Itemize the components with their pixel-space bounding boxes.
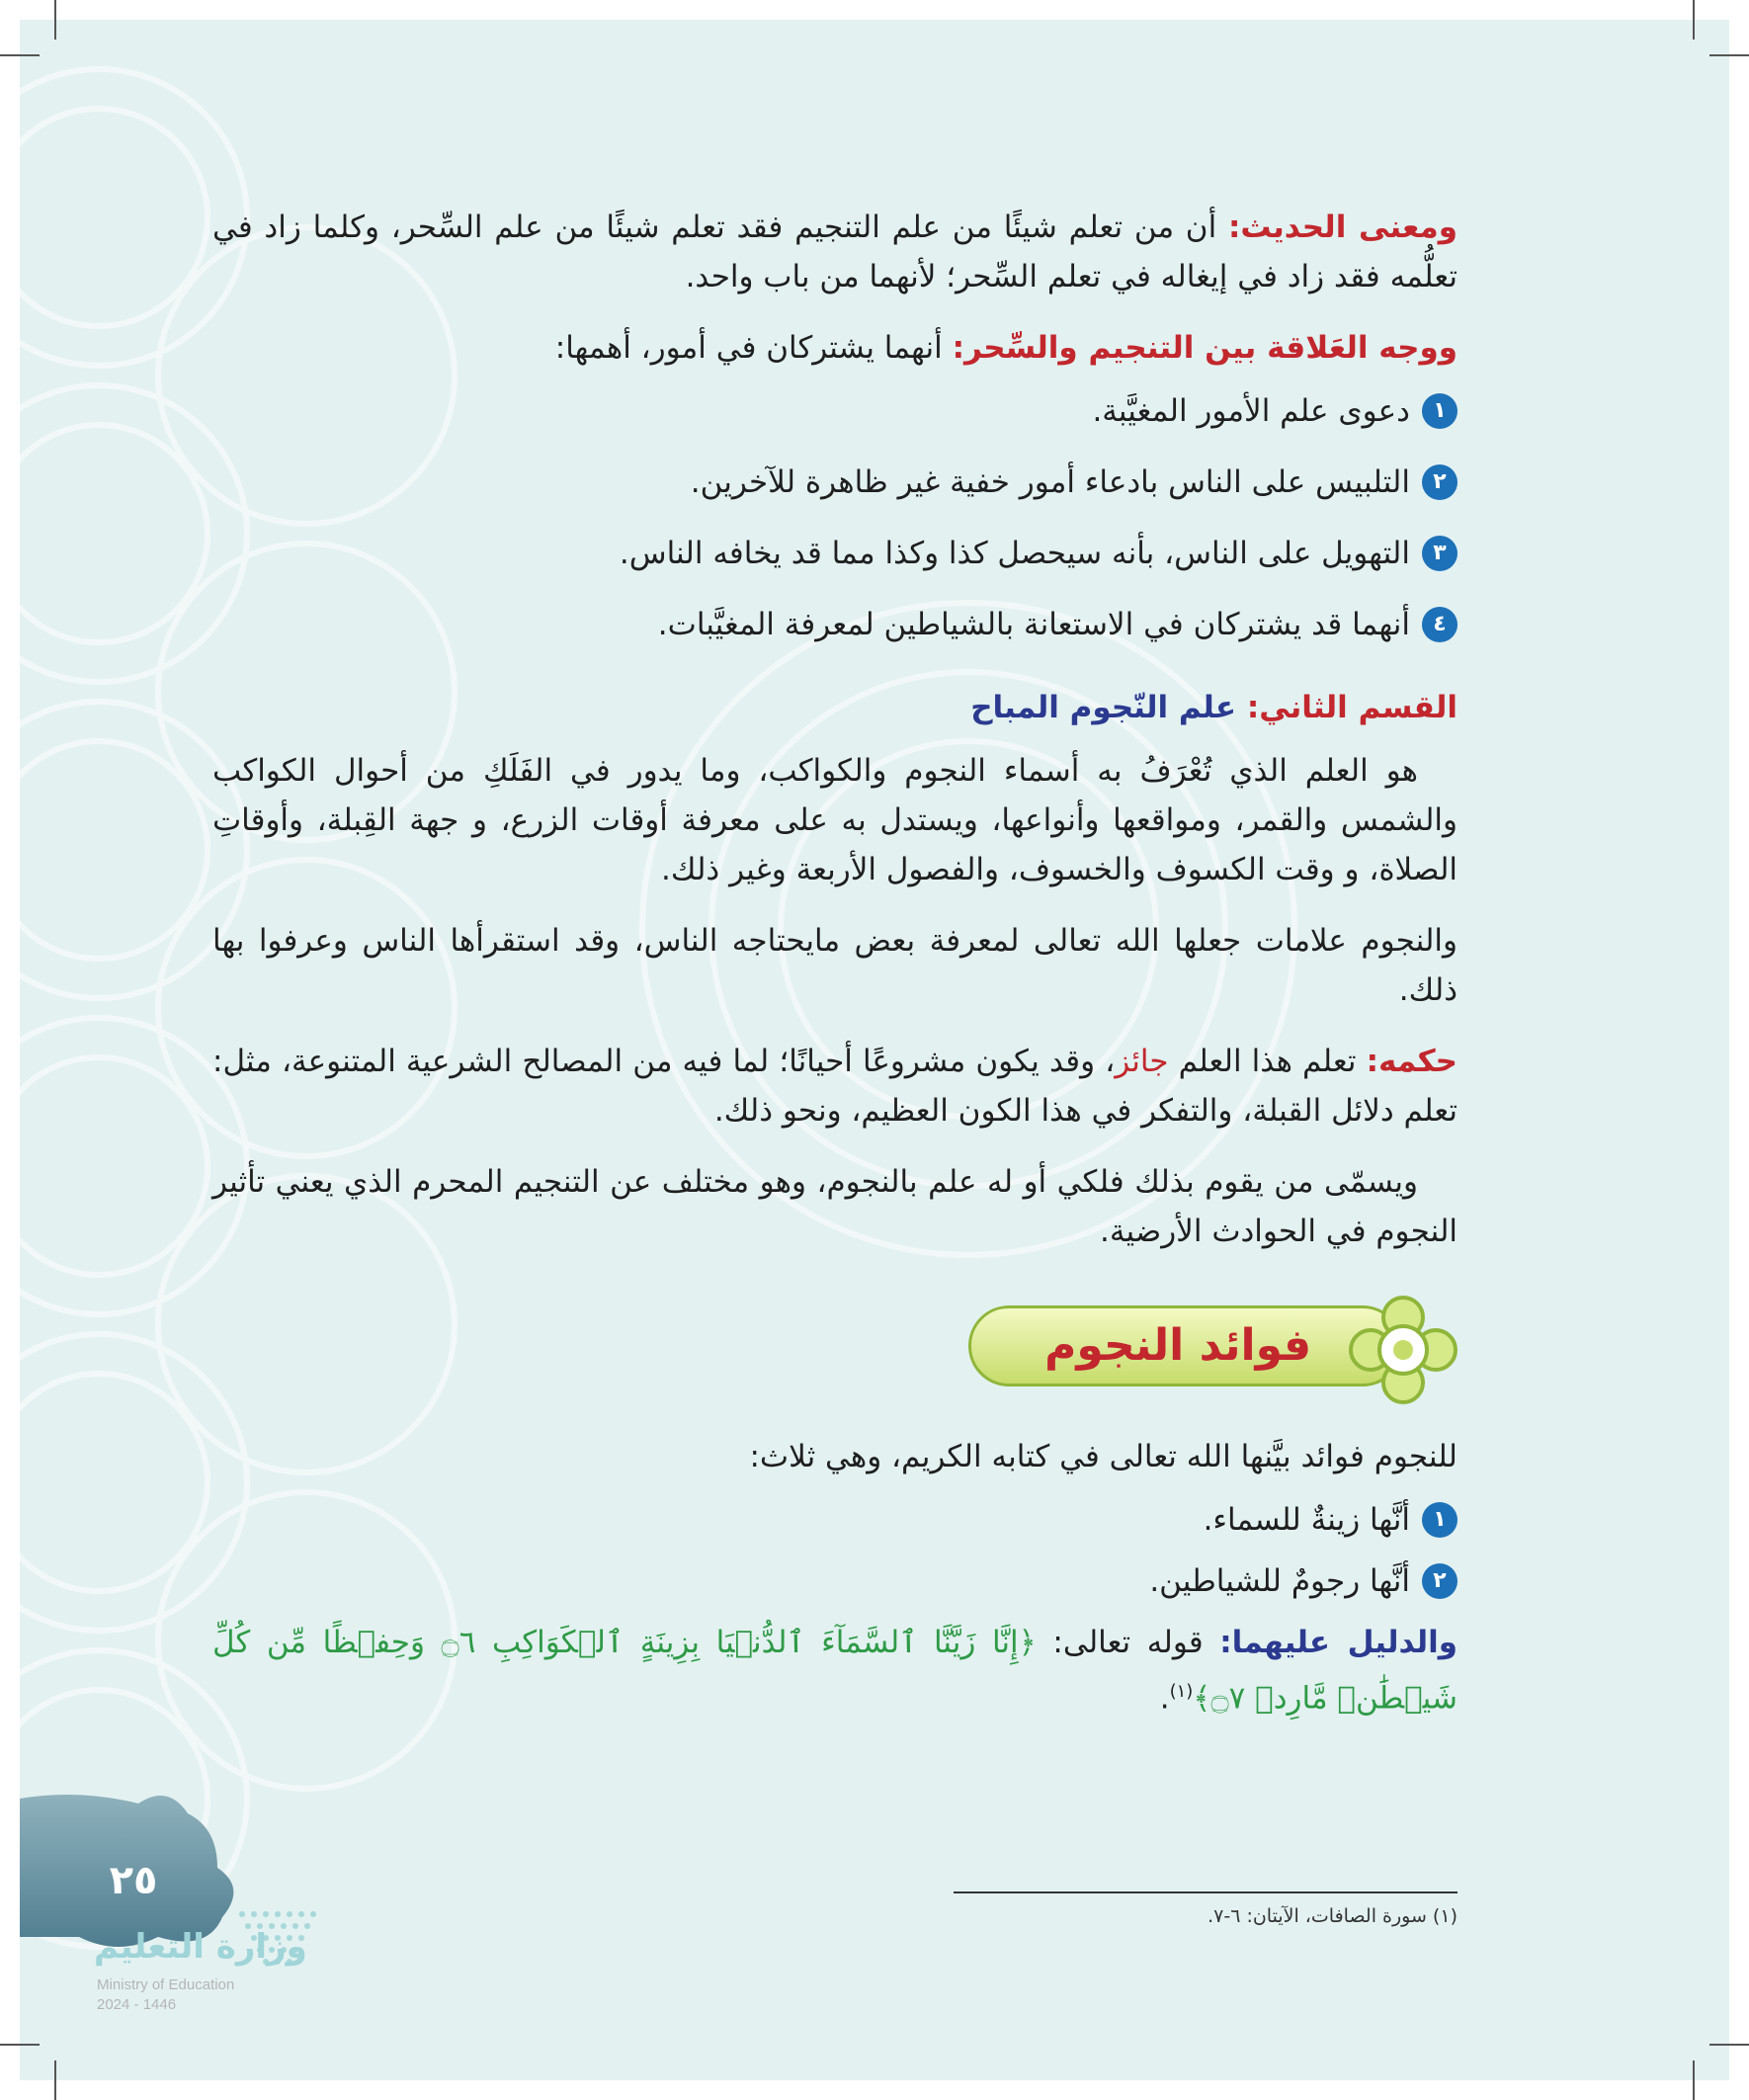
definition-paragraph: هو العلم الذي تُعْرَفُ به أسماء النجوم والكواكب، وما يدور في الفَلَكِ من أحوال الكواكب والشمس والقمر، ومواقعها وأنواعها، ويستدل به على معرفة أوقات الزرع، و جهة القِبلة، وأوقاتِ الصلاة، و وقت الكسوف والخسوف، والفصول الأربعة وغير ذلك.	[212, 753, 1458, 887]
footnote-ref: (١)	[1169, 1681, 1194, 1702]
section-heading	[212, 683, 1458, 732]
evidence-label: والدليل عليهما:	[1219, 1625, 1458, 1660]
banner-pill	[968, 1305, 1403, 1386]
number-badge: ٢	[1422, 464, 1458, 500]
number-badge: ١	[1422, 1502, 1458, 1538]
list-item	[212, 458, 1458, 507]
flower-ornament-icon	[1349, 1296, 1458, 1404]
signs-paragraph: والنجوم علامات جعلها الله تعالى لمعرفة بعض مايحتاجه الناس، وقد استقرأها الناس وعرفوا بها ذلك.	[212, 923, 1458, 1008]
number-badge: ٣	[1422, 536, 1458, 571]
number-badge: ٤	[1422, 607, 1458, 642]
shared-matters-list	[212, 386, 1458, 649]
list-item-text: أنهما قد يشتركان في الاستعانة بالشياطين لمعرفة المغيَّبات.	[657, 607, 1410, 642]
page-number: ٢٥	[109, 1858, 158, 1903]
list-item-text: التلبيس على الناس بادعاء أمور خفية غير ظاهرة للآخرين.	[690, 464, 1410, 500]
crop-mark	[1709, 2044, 1749, 2046]
footnote: (١) سورة الصافات، الآيتان: ٦-٧.	[1208, 1905, 1458, 1927]
crop-mark	[0, 2044, 40, 2046]
ruling-paragraph	[212, 1037, 1458, 1135]
hadith-meaning-paragraph	[212, 203, 1458, 301]
list-item	[212, 529, 1458, 578]
ministry-name-arabic: وزارة التعليم	[94, 1927, 307, 1967]
number-badge: ١	[1422, 393, 1458, 429]
crop-mark	[1693, 2060, 1695, 2100]
list-item	[212, 1556, 1458, 1606]
list-item	[212, 600, 1458, 649]
quran-verse: ﴿إِنَّا زَيَّنَّا ٱلسَّمَآءَ ٱلدُّنۡيَا بِزِينَةٍ ٱلۡكَوَاكِبِ ۝٦ وَحِفۡظًا مِّن كُلِّ شَيۡطَٰنٖ مَّارِدٖ ۝٧﴾	[212, 1625, 1458, 1717]
relation-text: أنهما يشتركان في أمور، أهمها:	[554, 330, 953, 366]
crop-mark	[54, 0, 56, 40]
crop-mark	[54, 2060, 56, 2100]
relation-label: ووجه العَلاقة بين التنجيم والسِّحر:	[952, 330, 1458, 366]
list-item-text: التهويل على الناس، بأنه سيحصل كذا وكذا مما قد يخافه الناس.	[619, 536, 1410, 571]
footnote-divider	[954, 1891, 1458, 1893]
crop-mark	[1693, 0, 1695, 40]
ministry-year: 2024 - 1446	[97, 1996, 177, 2013]
relation-paragraph	[212, 323, 1458, 373]
list-item-text: أنَّها رجومٌ للشياطين.	[1149, 1563, 1410, 1599]
list-item-text: أنَّها زينةٌ للسماء.	[1203, 1502, 1410, 1538]
hadith-meaning-text: أن من تعلم شيئًا من علم التنجيم فقد تعلم شيئًا من علم السِّحر، وكلما زاد في تعلُّمه فقد زاد في إيغاله في تعلم السِّحر؛ لأنهما من باب واحد.	[212, 210, 1458, 294]
ruling-text-a: تعلم هذا العلم	[1168, 1044, 1367, 1079]
crop-mark	[0, 54, 40, 56]
list-item	[212, 1495, 1458, 1545]
ruling-text-b: ، وقد يكون مشروعًا أحيانًا؛ لما فيه من المصالح الشرعية المتنوعة، مثل: تعلم دلائل القبلة، والتفكر في هذا الكون العظيم، ونحو ذلك.	[212, 1044, 1458, 1129]
crop-mark	[1709, 54, 1749, 56]
ruling-label: حكمه:	[1366, 1044, 1458, 1079]
section-label: القسم الثاني:	[1246, 690, 1458, 725]
evidence-paragraph	[212, 1618, 1458, 1722]
benefits-list	[212, 1495, 1458, 1606]
list-item-text: دعوى علم الأمور المغيَّبة.	[1092, 393, 1410, 429]
number-badge: ٢	[1422, 1563, 1458, 1599]
evidence-end: .	[1159, 1680, 1170, 1717]
list-item	[212, 386, 1458, 436]
banner-title: فوائد النجوم	[1044, 1320, 1311, 1371]
section-title: علم النّجوم المباح	[970, 690, 1247, 725]
astronomer-paragraph: ويسمّى من يقوم بذلك فلكي أو له علم بالنجوم، وهو مختلف عن التنجيم المحرم الذي يعني تأثير النجوم في الحوادث الأرضية.	[212, 1164, 1458, 1249]
page-content	[212, 203, 1458, 1744]
evidence-intro: قوله تعالى:	[1036, 1625, 1220, 1660]
benefits-intro: للنجوم فوائد بيَّنها الله تعالى في كتابه الكريم، وهي ثلاث:	[749, 1439, 1458, 1474]
hadith-meaning-label: ومعنى الحديث:	[1227, 210, 1458, 245]
ministry-name-english: Ministry of Education	[97, 1976, 235, 1993]
section-banner	[212, 1296, 1458, 1404]
ruling-red-word: جائز	[1115, 1044, 1169, 1079]
